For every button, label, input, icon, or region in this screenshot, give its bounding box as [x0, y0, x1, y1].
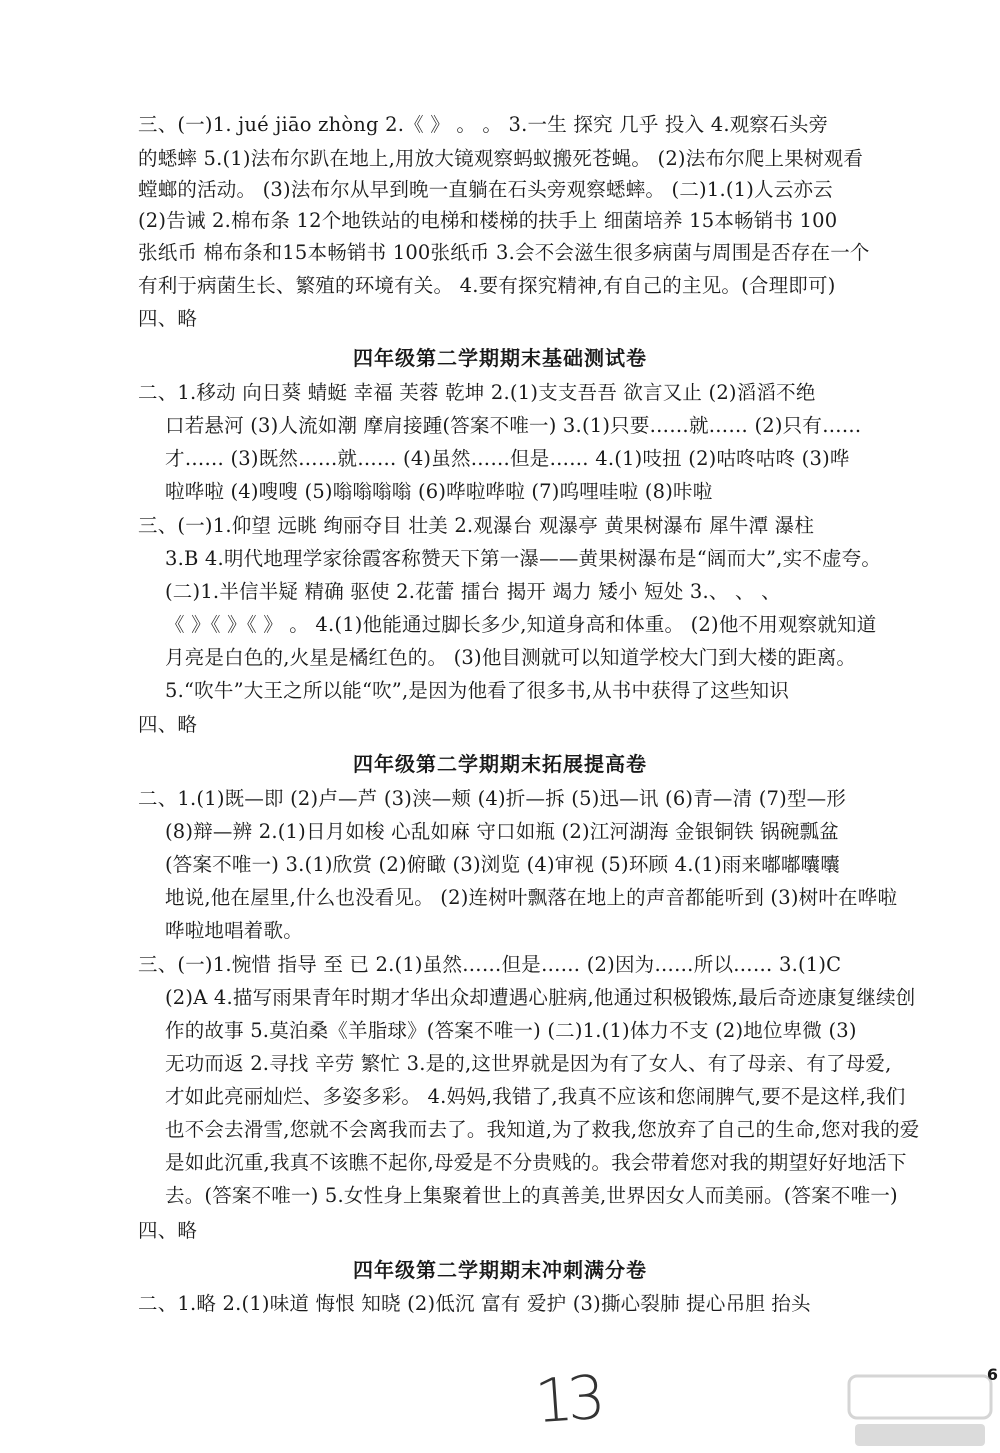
section-heading: 四年级第二学期期末拓展提高卷	[353, 752, 647, 776]
answer-line: 哗啦地唱着歌。	[165, 919, 303, 942]
section-heading: 四年级第二学期期末冲刺满分卷	[353, 1258, 647, 1282]
answer-line: 作的故事 5.莫泊桑《羊脂球》(答案不唯一) (二)1.(1)体力不支 (2)地位卑微 (3)	[165, 1019, 857, 1042]
handwritten-page-mark: 13	[532, 1362, 602, 1438]
answer-line: (答案不唯一) 3.(1)欣赏 (2)俯瞰 (3)浏览 (4)审视 (5)环顾 4.(1)雨来嘟嘟囔囔	[165, 853, 841, 876]
section-label: 四、略	[138, 307, 198, 330]
answer-line: 三、(一)1.惋惜 指导 至 已 2.(1)虽然……但是…… (2)因为……所以…… 3.(1)C	[138, 953, 842, 976]
answer-line: 三、(一)1. jué jiāo zhòng 2.《 》 。 。 3.一生 探究 几乎 投入 4.观察石头旁	[138, 113, 829, 136]
answer-line: 有利于病菌生长、繁殖的环境有关。 4.要有探究精神,有自己的主见。(合理即可)	[138, 274, 836, 297]
answer-line: 张纸币 棉布条和15本畅销书 100张纸币 3.会不会滋生很多病菌与周围是否存在一个	[138, 241, 870, 264]
section-heading: 四年级第二学期期末基础测试卷	[353, 346, 647, 370]
answer-line: 的蟋蟀 5.(1)法布尔趴在地上,用放大镜观察蚂蚁搬死苍蝇。 (2)法布尔爬上果树观看	[138, 147, 864, 170]
watermark-logo	[845, 1372, 995, 1450]
page-number: 6	[986, 1365, 998, 1384]
answer-line: 二、1.略 2.(1)味道 悔恨 知晓 (2)低沉 富有 爱护 (3)撕心裂肺 提心吊胆 抬头	[138, 1292, 811, 1315]
answer-line: 地说,他在屋里,什么也没看见。 (2)连树叶飘落在地上的声音都能听到 (3)树叶在哗啦	[165, 886, 898, 909]
answer-line: 啦哗啦 (4)嗖嗖 (5)嗡嗡嗡嗡 (6)哗啦哗啦 (7)呜哩哇啦 (8)咔啦	[165, 480, 713, 503]
answer-line: 无功而返 2.寻找 辛劳 繁忙 3.是的,这世界就是因为有了女人、有了母亲、有了母爱,	[165, 1052, 892, 1075]
answer-line: 3.B 4.明代地理学家徐霞客称赞天下第一瀑——黄果树瀑布是“阔而大”,实不虚夸。	[165, 547, 882, 570]
answer-line: (2)告诫 2.棉布条 12个地铁站的电梯和楼梯的扶手上 细菌培养 15本畅销书 100	[138, 209, 838, 232]
answer-line: (2)A 4.描写雨果青年时期才华出众却遭遇心脏病,他通过积极锻炼,最后奇迹康复继续创	[165, 986, 916, 1009]
answer-line: 才…… (3)既然……就…… (4)虽然……但是…… 4.(1)吱扭 (2)咕咚咕咚 (3)哗	[165, 447, 850, 470]
section-label: 四、略	[138, 713, 198, 736]
answer-line: 《 》《 》《 》 。 4.(1)他能通过脚长多少,知道身高和体重。 (2)他不用观察就知道	[165, 613, 877, 636]
answer-line: 口若悬河 (3)人流如潮 摩肩接踵(答案不唯一) 3.(1)只要……就…… (2)只有……	[165, 414, 862, 437]
answer-line: 螳螂的活动。 (3)法布尔从早到晚一直躺在石头旁观察蟋蟀。 (二)1.(1)人云亦云	[138, 178, 833, 201]
answer-line: 去。(答案不唯一) 5.女性身上集聚着世上的真善美,世界因女人而美丽。(答案不唯一)	[165, 1184, 898, 1207]
section-label: 四、略	[138, 1219, 198, 1242]
answer-line: 5.“吹牛”大王之所以能“吹”,是因为他看了很多书,从书中获得了这些知识	[165, 679, 790, 702]
answer-line: 也不会去滑雪,您就不会离我而去了。我知道,为了救我,您放弃了自己的生命,您对我的爱	[165, 1118, 920, 1141]
answer-line: 月亮是白色的,火星是橘红色的。 (3)他目测就可以知道学校大门到大楼的距离。	[165, 646, 857, 669]
answer-line: (8)辩—辨 2.(1)日月如梭 心乱如麻 守口如瓶 (2)江河湖海 金银铜铁 锅碗瓢盆	[165, 820, 839, 843]
answer-line: 才如此亮丽灿烂、多姿多彩。 4.妈妈,我错了,我真不应该和您闹脾气,要不是这样,我们	[165, 1085, 906, 1108]
answer-line: 三、(一)1.仰望 远眺 绚丽夺目 壮美 2.观瀑台 观瀑亭 黄果树瀑布 犀牛潭 瀑柱	[138, 514, 815, 537]
answer-line: 是如此沉重,我真不该瞧不起你,母爱是不分贵贱的。我会带着您对我的期望好好地活下	[165, 1151, 907, 1174]
answer-line: 二、1.移动 向日葵 蜻蜓 幸福 芙蓉 乾坤 2.(1)支支吾吾 欲言又止 (2)滔滔不绝	[138, 381, 816, 404]
answer-line: 二、1.(1)既—即 (2)卢—芦 (3)浃—颊 (4)折—拆 (5)迅—讯 (6)青—清 (7)型—形	[138, 787, 847, 810]
answer-line: (二)1.半信半疑 精确 驱使 2.花蕾 擂台 揭开 竭力 矮小 短处 3.、 、 、	[165, 580, 781, 603]
